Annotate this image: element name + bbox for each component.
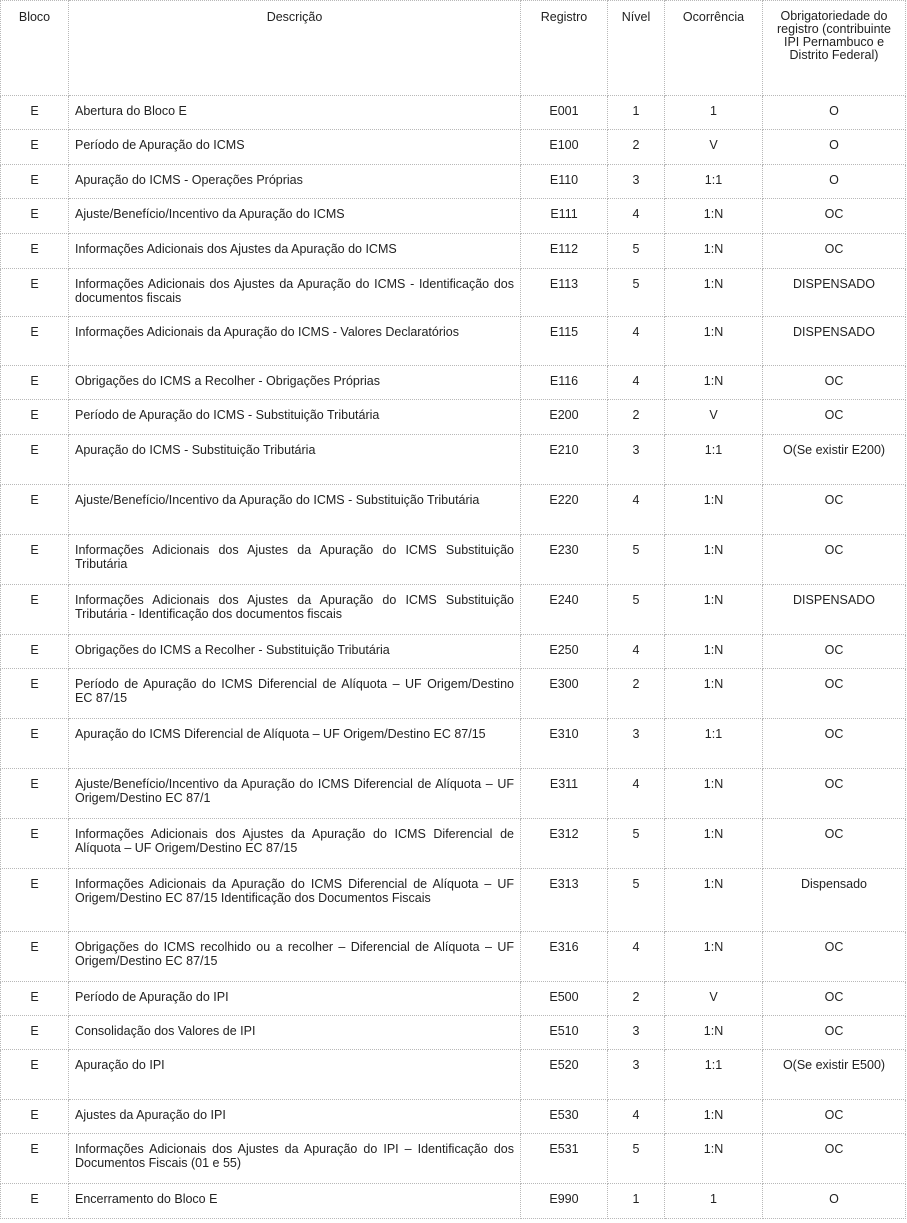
cell-registro: E520 [521, 1050, 608, 1100]
cell-obrigatoriedade: OC [763, 535, 906, 585]
cell-obrigatoriedade: O [763, 1184, 906, 1219]
cell-obrigatoriedade: OC [763, 635, 906, 669]
cell-obrigatoriedade: OC [763, 234, 906, 269]
cell-descricao: Consolidação dos Valores de IPI [69, 1016, 521, 1050]
cell-nivel: 3 [608, 165, 665, 199]
cell-ocorrencia: 1:N [665, 199, 763, 234]
cell-descricao: Obrigações do ICMS recolhido ou a recolher – Diferencial de Alíquota – UF Origem/Destino EC 87/15 [69, 932, 521, 982]
cell-nivel: 1 [608, 1184, 665, 1219]
cell-obrigatoriedade: O [763, 165, 906, 199]
cell-bloco: E [1, 366, 69, 400]
cell-registro: E240 [521, 585, 608, 635]
cell-ocorrencia: 1:N [665, 317, 763, 366]
cell-nivel: 4 [608, 635, 665, 669]
cell-registro: E001 [521, 96, 608, 130]
cell-registro: E313 [521, 869, 608, 932]
table-row [1, 1184, 906, 1219]
table-row [1, 1050, 906, 1100]
cell-obrigatoriedade: OC [763, 982, 906, 1016]
table-row [1, 400, 906, 435]
cell-obrigatoriedade: OC [763, 485, 906, 535]
cell-obrigatoriedade: DISPENSADO [763, 317, 906, 366]
cell-bloco: E [1, 269, 69, 317]
cell-obrigatoriedade: DISPENSADO [763, 585, 906, 635]
cell-descricao: Ajustes da Apuração do IPI [69, 1100, 521, 1134]
cell-bloco: E [1, 1100, 69, 1134]
cell-registro: E311 [521, 769, 608, 819]
cell-ocorrencia: 1:N [665, 585, 763, 635]
cell-obrigatoriedade: O(Se existir E200) [763, 435, 906, 485]
cell-ocorrencia: 1:N [665, 669, 763, 719]
cell-registro: E100 [521, 130, 608, 165]
cell-ocorrencia: 1:N [665, 819, 763, 869]
cell-nivel: 3 [608, 1050, 665, 1100]
cell-registro: E200 [521, 400, 608, 435]
cell-ocorrencia: 1:N [665, 869, 763, 932]
header-descricao: Descrição [69, 1, 521, 96]
cell-ocorrencia: 1:1 [665, 1050, 763, 1100]
table-body [1, 96, 906, 1219]
cell-bloco: E [1, 1184, 69, 1219]
table-row [1, 317, 906, 366]
cell-nivel: 5 [608, 869, 665, 932]
table-row [1, 769, 906, 819]
cell-nivel: 4 [608, 366, 665, 400]
cell-ocorrencia: 1:N [665, 535, 763, 585]
cell-ocorrencia: 1:N [665, 1134, 763, 1184]
cell-ocorrencia: 1:1 [665, 165, 763, 199]
cell-registro: E210 [521, 435, 608, 485]
cell-nivel: 4 [608, 485, 665, 535]
table-row [1, 1134, 906, 1184]
cell-nivel: 4 [608, 317, 665, 366]
cell-ocorrencia: 1:N [665, 769, 763, 819]
table-row [1, 669, 906, 719]
cell-bloco: E [1, 585, 69, 635]
cell-bloco: E [1, 199, 69, 234]
cell-obrigatoriedade: OC [763, 819, 906, 869]
cell-ocorrencia: 1:N [665, 932, 763, 982]
cell-descricao: Período de Apuração do ICMS [69, 130, 521, 165]
cell-bloco: E [1, 719, 69, 769]
cell-nivel: 3 [608, 1016, 665, 1050]
header-registro: Registro [521, 1, 608, 96]
cell-nivel: 3 [608, 435, 665, 485]
table-row [1, 199, 906, 234]
table-row [1, 982, 906, 1016]
table-row [1, 234, 906, 269]
cell-obrigatoriedade: O [763, 130, 906, 165]
table-row [1, 932, 906, 982]
cell-descricao: Apuração do ICMS Diferencial de Alíquota – UF Origem/Destino EC 87/15 [69, 719, 521, 769]
header-bloco: Bloco [1, 1, 69, 96]
cell-bloco: E [1, 234, 69, 269]
table-row [1, 1100, 906, 1134]
cell-nivel: 2 [608, 400, 665, 435]
cell-descricao: Informações Adicionais dos Ajustes da Apuração do ICMS Substituição Tributária [69, 535, 521, 585]
cell-nivel: 5 [608, 269, 665, 317]
table-row [1, 635, 906, 669]
header-obrigatoriedade: Obrigatoriedade do registro (contribuinte IPI Pernambuco e Distrito Federal) [763, 1, 906, 96]
header-row [1, 1, 906, 96]
cell-ocorrencia: V [665, 130, 763, 165]
cell-ocorrencia: 1 [665, 96, 763, 130]
cell-registro: E316 [521, 932, 608, 982]
cell-bloco: E [1, 769, 69, 819]
cell-descricao: Informações Adicionais dos Ajustes da Apuração do IPI – Identificação dos Documentos Fiscais (01 e 55) [69, 1134, 521, 1184]
cell-bloco: E [1, 635, 69, 669]
cell-descricao: Apuração do ICMS - Substituição Tributária [69, 435, 521, 485]
cell-obrigatoriedade: OC [763, 1016, 906, 1050]
cell-registro: E112 [521, 234, 608, 269]
table-row [1, 96, 906, 130]
table-row [1, 435, 906, 485]
cell-bloco: E [1, 435, 69, 485]
cell-ocorrencia: 1:N [665, 485, 763, 535]
cell-nivel: 3 [608, 719, 665, 769]
cell-obrigatoriedade: OC [763, 199, 906, 234]
cell-nivel: 2 [608, 669, 665, 719]
cell-descricao: Apuração do IPI [69, 1050, 521, 1100]
cell-registro: E220 [521, 485, 608, 535]
cell-ocorrencia: 1:1 [665, 435, 763, 485]
cell-ocorrencia: 1:N [665, 234, 763, 269]
cell-ocorrencia: 1 [665, 1184, 763, 1219]
cell-bloco: E [1, 1050, 69, 1100]
cell-bloco: E [1, 535, 69, 585]
cell-descricao: Ajuste/Benefício/Incentivo da Apuração do ICMS - Substituição Tributária [69, 485, 521, 535]
cell-registro: E110 [521, 165, 608, 199]
cell-registro: E115 [521, 317, 608, 366]
cell-nivel: 4 [608, 932, 665, 982]
cell-registro: E230 [521, 535, 608, 585]
cell-descricao: Ajuste/Benefício/Incentivo da Apuração do ICMS [69, 199, 521, 234]
cell-bloco: E [1, 1016, 69, 1050]
cell-obrigatoriedade: O(Se existir E500) [763, 1050, 906, 1100]
cell-registro: E990 [521, 1184, 608, 1219]
cell-bloco: E [1, 819, 69, 869]
cell-nivel: 5 [608, 234, 665, 269]
cell-ocorrencia: 1:1 [665, 719, 763, 769]
cell-registro: E310 [521, 719, 608, 769]
cell-ocorrencia: V [665, 982, 763, 1016]
table-row [1, 269, 906, 317]
cell-nivel: 4 [608, 1100, 665, 1134]
cell-registro: E531 [521, 1134, 608, 1184]
cell-obrigatoriedade: OC [763, 669, 906, 719]
cell-registro: E300 [521, 669, 608, 719]
cell-bloco: E [1, 485, 69, 535]
cell-bloco: E [1, 96, 69, 130]
table-row [1, 366, 906, 400]
cell-bloco: E [1, 400, 69, 435]
cell-bloco: E [1, 932, 69, 982]
cell-descricao: Apuração do ICMS - Operações Próprias [69, 165, 521, 199]
cell-bloco: E [1, 130, 69, 165]
header-nivel: Nível [608, 1, 665, 96]
cell-descricao: Ajuste/Benefício/Incentivo da Apuração do ICMS Diferencial de Alíquota – UF Origem/Destino EC 87/1 [69, 769, 521, 819]
cell-ocorrencia: 1:N [665, 1100, 763, 1134]
cell-registro: E312 [521, 819, 608, 869]
cell-descricao: Informações Adicionais da Apuração do ICMS - Valores Declaratórios [69, 317, 521, 366]
cell-descricao: Informações Adicionais dos Ajustes da Apuração do ICMS [69, 234, 521, 269]
cell-descricao: Informações Adicionais dos Ajustes da Apuração do ICMS Substituição Tributária - Identificação dos documentos fiscais [69, 585, 521, 635]
cell-bloco: E [1, 1134, 69, 1184]
cell-registro: E116 [521, 366, 608, 400]
cell-registro: E250 [521, 635, 608, 669]
table-row [1, 485, 906, 535]
table-row [1, 1016, 906, 1050]
cell-bloco: E [1, 669, 69, 719]
cell-nivel: 1 [608, 96, 665, 130]
cell-obrigatoriedade: OC [763, 719, 906, 769]
cell-registro: E113 [521, 269, 608, 317]
cell-descricao: Informações Adicionais dos Ajustes da Apuração do ICMS Diferencial de Alíquota – UF Origem/Destino EC 87/15 [69, 819, 521, 869]
cell-ocorrencia: 1:N [665, 1016, 763, 1050]
table-row [1, 719, 906, 769]
cell-descricao: Encerramento do Bloco E [69, 1184, 521, 1219]
cell-obrigatoriedade: DISPENSADO [763, 269, 906, 317]
cell-registro: E530 [521, 1100, 608, 1134]
cell-bloco: E [1, 165, 69, 199]
table-row [1, 869, 906, 932]
cell-registro: E500 [521, 982, 608, 1016]
cell-registro: E510 [521, 1016, 608, 1050]
table-row [1, 819, 906, 869]
table-row [1, 165, 906, 199]
cell-nivel: 4 [608, 199, 665, 234]
cell-descricao: Período de Apuração do ICMS Diferencial de Alíquota – UF Origem/Destino EC 87/15 [69, 669, 521, 719]
cell-descricao: Informações Adicionais da Apuração do ICMS Diferencial de Alíquota – UF Origem/Destino EC 87/15 Identificação dos Documentos Fiscais [69, 869, 521, 932]
cell-descricao: Período de Apuração do IPI [69, 982, 521, 1016]
cell-nivel: 2 [608, 130, 665, 165]
cell-obrigatoriedade: OC [763, 1100, 906, 1134]
table-row [1, 585, 906, 635]
cell-obrigatoriedade: OC [763, 769, 906, 819]
header-ocorrencia: Ocorrência [665, 1, 763, 96]
cell-nivel: 4 [608, 769, 665, 819]
cell-nivel: 5 [608, 535, 665, 585]
cell-nivel: 5 [608, 819, 665, 869]
cell-descricao: Obrigações do ICMS a Recolher - Substituição Tributária [69, 635, 521, 669]
cell-nivel: 5 [608, 1134, 665, 1184]
cell-ocorrencia: 1:N [665, 635, 763, 669]
table-row [1, 130, 906, 165]
cell-obrigatoriedade: OC [763, 1134, 906, 1184]
cell-obrigatoriedade: O [763, 96, 906, 130]
cell-descricao: Abertura do Bloco E [69, 96, 521, 130]
cell-obrigatoriedade: OC [763, 400, 906, 435]
cell-bloco: E [1, 982, 69, 1016]
cell-descricao: Obrigações do ICMS a Recolher - Obrigações Próprias [69, 366, 521, 400]
cell-bloco: E [1, 869, 69, 932]
cell-bloco: E [1, 317, 69, 366]
cell-descricao: Período de Apuração do ICMS - Substituição Tributária [69, 400, 521, 435]
cell-ocorrencia: 1:N [665, 366, 763, 400]
cell-obrigatoriedade: OC [763, 366, 906, 400]
cell-nivel: 2 [608, 982, 665, 1016]
table-row [1, 535, 906, 585]
cell-ocorrencia: V [665, 400, 763, 435]
cell-registro: E111 [521, 199, 608, 234]
cell-obrigatoriedade: OC [763, 932, 906, 982]
cell-ocorrencia: 1:N [665, 269, 763, 317]
cell-descricao: Informações Adicionais dos Ajustes da Apuração do ICMS - Identificação dos documentos fiscais [69, 269, 521, 317]
cell-obrigatoriedade: Dispensado [763, 869, 906, 932]
cell-nivel: 5 [608, 585, 665, 635]
